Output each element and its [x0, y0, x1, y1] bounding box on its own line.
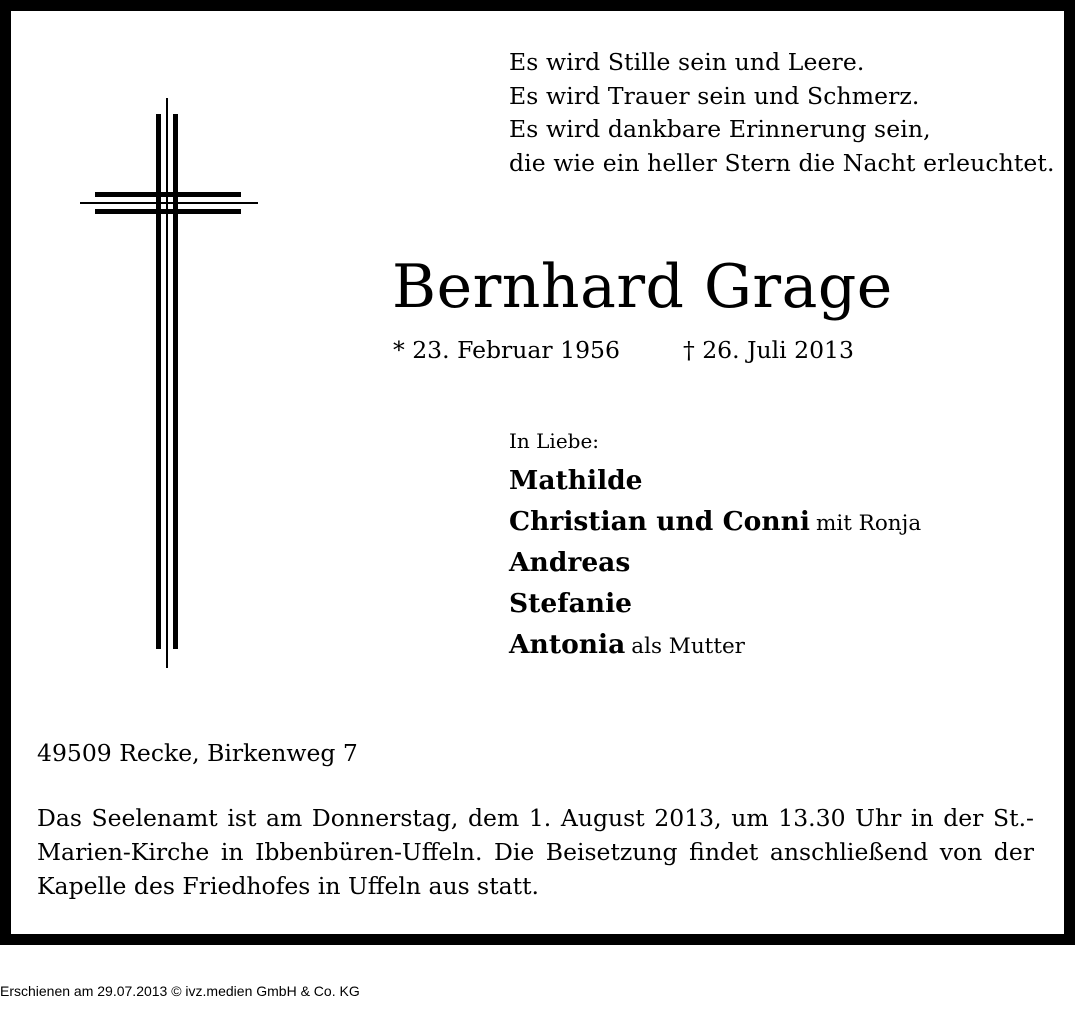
death-date: † 26. Juli 2013: [683, 336, 854, 364]
mourner-name: Mathilde: [509, 465, 643, 496]
deceased-name: Bernhard Grage: [392, 252, 893, 322]
poem-line: Es wird Stille sein und Leere.: [509, 48, 865, 76]
mourner-note: mit Ronja: [815, 511, 922, 536]
mourner-item: [509, 460, 921, 501]
mourner-item: [509, 501, 921, 542]
mourner-name: Andreas: [509, 547, 631, 578]
service-text: Das Seelenamt ist am Donnerstag, dem 1. August 2013, um 13.30 Uhr in der St.-Marien-Kirche in Ibbenbüren-Uffeln. Die Beisetzung findet anschließend von der Kapelle des Friedhofes in Uffeln aus statt.: [37, 804, 1034, 900]
mourner-name: Antonia: [509, 629, 626, 660]
poem-line: Es wird Trauer sein und Schmerz.: [509, 81, 920, 110]
poem-line: Es wird dankbare Erinnerung sein,: [509, 115, 931, 143]
mourner-item: [509, 542, 921, 583]
mourner-name: Christian und Conni: [509, 506, 810, 537]
cross-icon: [80, 98, 258, 668]
mourner-item: [509, 583, 921, 624]
address: 49509 Recke, Birkenweg 7: [37, 739, 358, 767]
mourners-intro: In Liebe:: [509, 429, 600, 453]
birth-date: * 23. Februar 1956: [393, 336, 620, 364]
publication-footer: Erschienen am 29.07.2013 © ivz.medien GmbH & Co. KG: [0, 983, 360, 999]
poem: [509, 46, 1055, 180]
mourners-list: [509, 426, 921, 665]
poem-line: die wie ein heller Stern die Nacht erleuchtet.: [509, 148, 1055, 177]
mourner-note: als Mutter: [631, 634, 745, 659]
mourner-name: Stefanie: [509, 588, 633, 619]
mourner-item: [509, 624, 921, 665]
